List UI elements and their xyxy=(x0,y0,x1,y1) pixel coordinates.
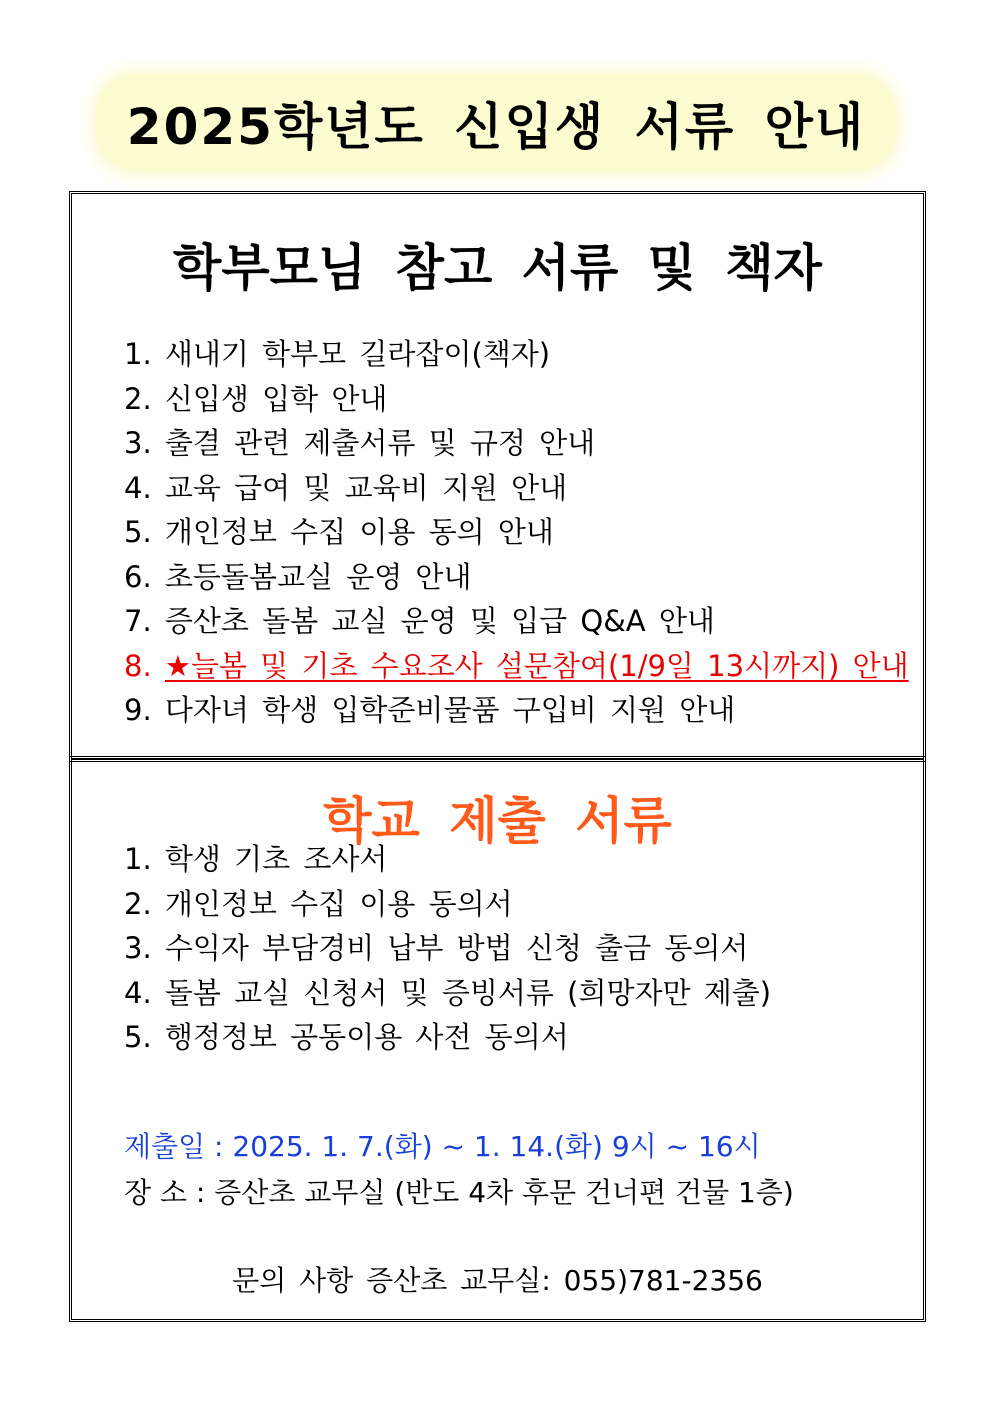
title-banner xyxy=(96,74,896,172)
parent-document-list xyxy=(124,332,909,733)
list-item: 1. 새내기 학부모 길라잡이(책자) xyxy=(124,337,551,371)
school-section-heading: 학교 제출 서류 xyxy=(323,792,672,850)
page-title: 2025학년도 신입생 서류 안내 xyxy=(126,98,866,156)
list-item: 2. 신입생 입학 안내 xyxy=(124,381,388,416)
list-item: 7. 증산초 돌봄 교실 운영 및 입급 Q&A 안내 xyxy=(124,604,715,638)
list-item: 5. 행정정보 공동이용 사전 동의서 xyxy=(124,1020,569,1054)
highlight-list-item xyxy=(124,644,909,689)
school-document-list xyxy=(124,837,771,1060)
parent-section-heading: 학부모님 참고 서류 및 책자 xyxy=(173,239,822,297)
school-submission-section xyxy=(69,756,926,1322)
highlight-item-text: ★늘봄 및 기초 수요조사 설문참여(1/9일 13시까지) 안내 xyxy=(164,648,909,683)
inquiry-contact: 문의 사항 증산초 교무실: 055)781-2356 xyxy=(232,1264,763,1297)
submission-date: 제출일 : 2025. 1. 7.(화) ~ 1. 14.(화) 9시 ~ 16시 xyxy=(124,1130,761,1163)
list-item: 4. 돌봄 교실 신청서 및 증빙서류 (희망자만 제출) xyxy=(124,975,772,1010)
parent-reference-section xyxy=(69,191,926,762)
list-item: 3. 출결 관련 제출서류 및 규정 안내 xyxy=(124,426,596,460)
list-item: 4. 교육 급여 및 교육비 지원 안내 xyxy=(124,470,568,505)
list-item: 3. 수익자 부담경비 납부 방법 신청 출금 동의서 xyxy=(124,931,749,965)
submission-place: 장 소 : 증산초 교무실 (반도 4차 후문 건너편 건물 1층) xyxy=(124,1176,794,1209)
list-item: 2. 개인정보 수집 이용 동의서 xyxy=(124,886,513,921)
list-item: 9. 다자녀 학생 입학준비물품 구입비 지원 안내 xyxy=(124,693,736,727)
list-item: 1. 학생 기초 조사서 xyxy=(124,842,388,876)
list-item: 5. 개인정보 수집 이용 동의 안내 xyxy=(124,515,554,549)
highlight-item-number: 8. xyxy=(124,648,165,683)
list-item: 6. 초등돌봄교실 운영 안내 xyxy=(124,559,472,594)
